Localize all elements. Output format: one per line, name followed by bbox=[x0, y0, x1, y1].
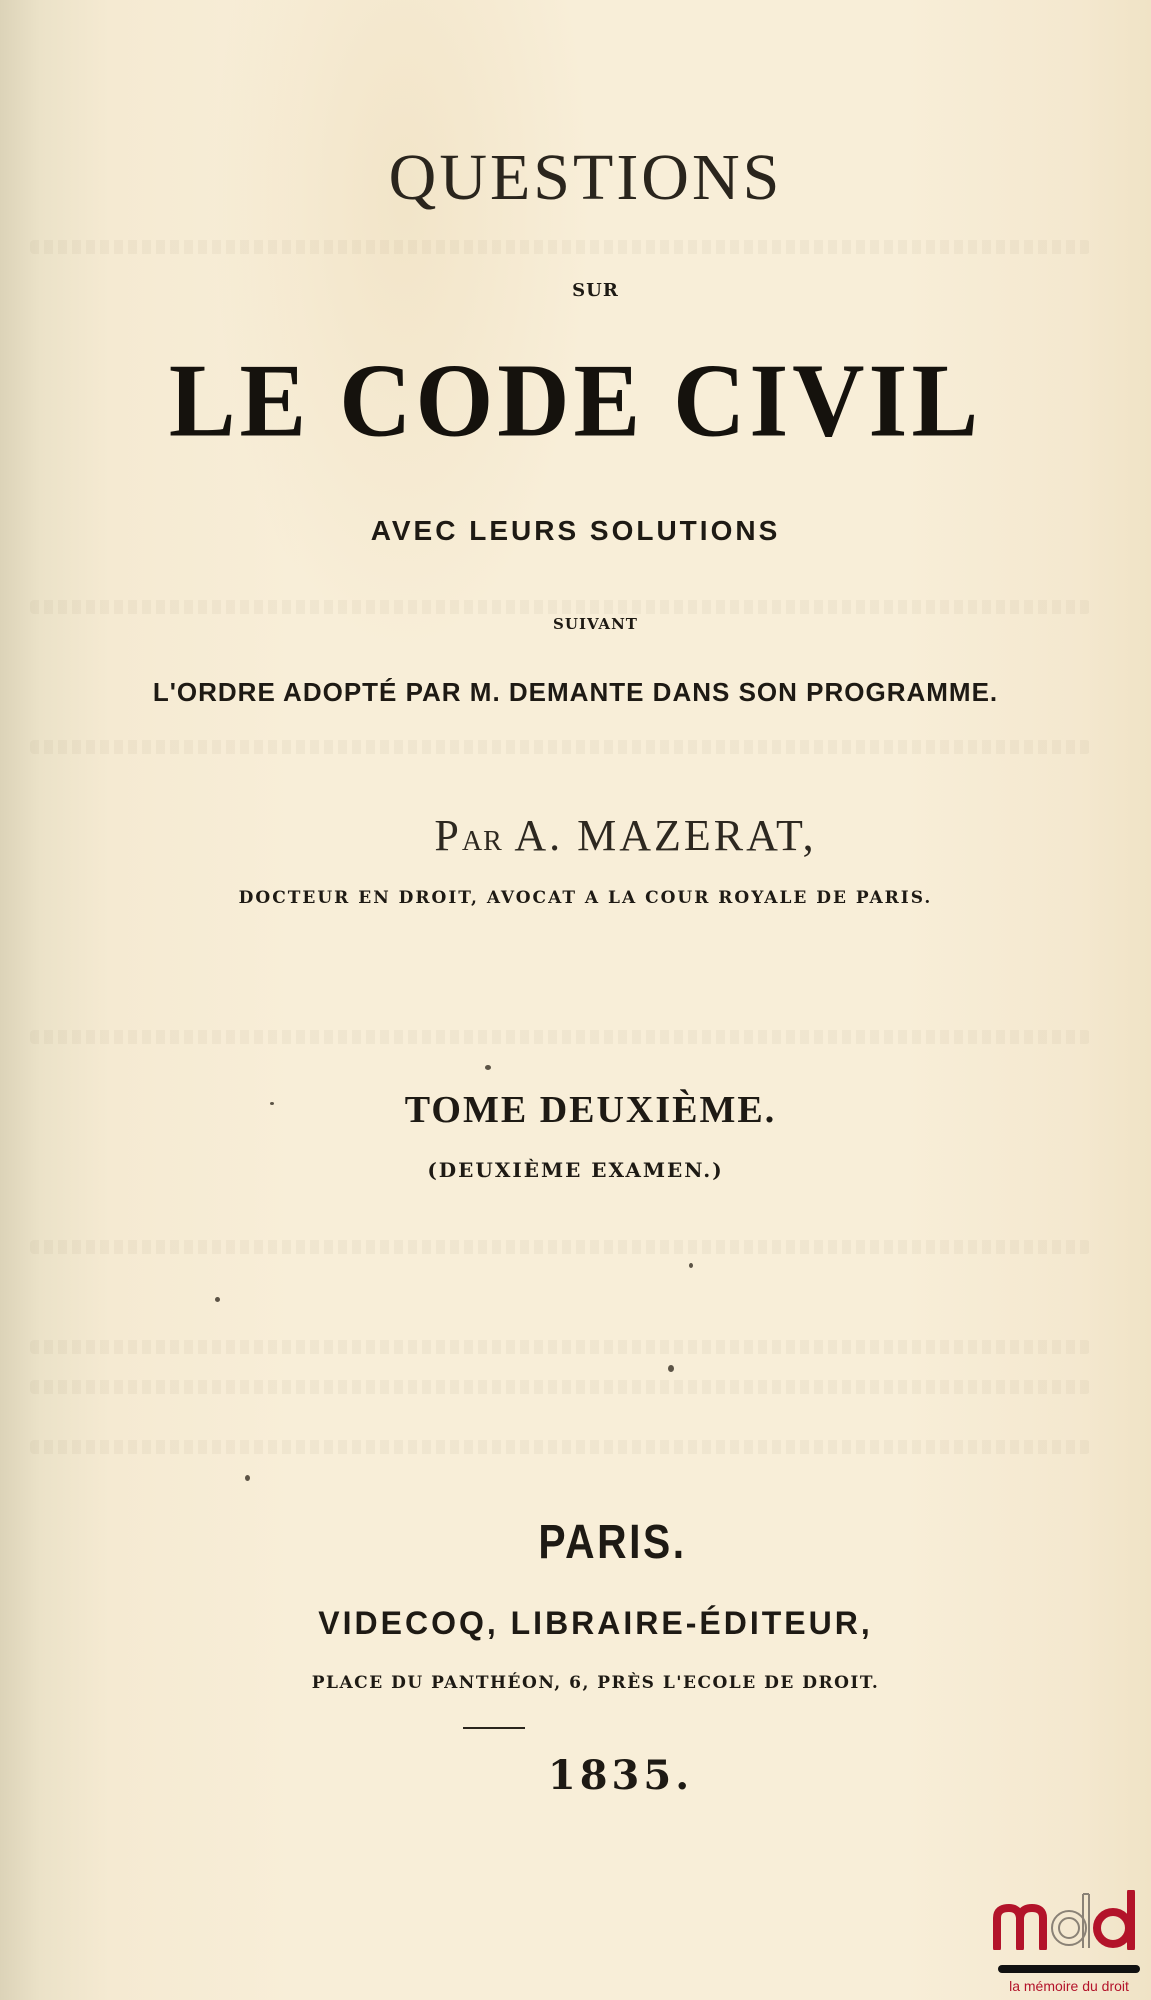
order-line: L'ORDRE ADOPTÉ PAR M. DEMANTE DANS SON PROGRAMME. bbox=[152, 677, 999, 707]
publisher-name: VIDECOQ, LIBRAIRE-ÉDITEUR, bbox=[318, 1605, 873, 1641]
publication-year: 1835. bbox=[547, 1752, 694, 1799]
author-line bbox=[0, 810, 1151, 861]
bleed-through-line bbox=[30, 1240, 1090, 1254]
bleed-through-line bbox=[30, 1030, 1090, 1044]
bleed-through-line bbox=[30, 1380, 1090, 1394]
publisher-address: PLACE DU PANTHÉON, 6, PRÈS L'ECOLE DE DROIT. bbox=[311, 1673, 880, 1693]
bleed-through-line bbox=[30, 740, 1090, 754]
bleed-through-line bbox=[30, 1340, 1090, 1354]
ink-speck bbox=[215, 1297, 220, 1302]
suivant-label: SUIVANT bbox=[553, 615, 638, 633]
ink-speck bbox=[485, 1065, 491, 1070]
title-connector-sur: SUR bbox=[572, 280, 619, 301]
volume-note: (DEUXIÈME EXAMEN.) bbox=[427, 1158, 724, 1182]
author-prefix-initial: P bbox=[434, 811, 462, 860]
imprint-city: PARIS. bbox=[538, 1516, 687, 1569]
bleed-through-line bbox=[30, 240, 1090, 254]
bleed-through-line bbox=[30, 600, 1090, 614]
bleed-through-line bbox=[30, 1440, 1090, 1454]
ink-speck bbox=[668, 1365, 674, 1372]
author-prefix-rest: AR bbox=[461, 826, 503, 857]
ink-speck bbox=[245, 1475, 250, 1481]
volume-title: TOME DEUXIÈME. bbox=[404, 1089, 777, 1131]
ink-speck bbox=[689, 1263, 693, 1268]
author-name: A. MAZERAT, bbox=[502, 811, 817, 860]
author-credentials: DOCTEUR EN DROIT, AVOCAT A LA COUR ROYALE DE PARIS. bbox=[238, 888, 933, 908]
subtitle: AVEC LEURS SOLUTIONS bbox=[370, 515, 781, 546]
mdd-watermark-logo bbox=[993, 1890, 1145, 2000]
imprint-divider-rule bbox=[463, 1727, 525, 1729]
main-title: LE CODE CIVIL bbox=[168, 342, 983, 459]
logo-tagline: la mémoire du droit bbox=[1009, 1978, 1129, 1994]
logo-underline-bar bbox=[998, 1965, 1140, 1973]
title-questions: QUESTIONS bbox=[388, 141, 783, 214]
mdd-logo-icon bbox=[993, 1890, 1145, 1950]
